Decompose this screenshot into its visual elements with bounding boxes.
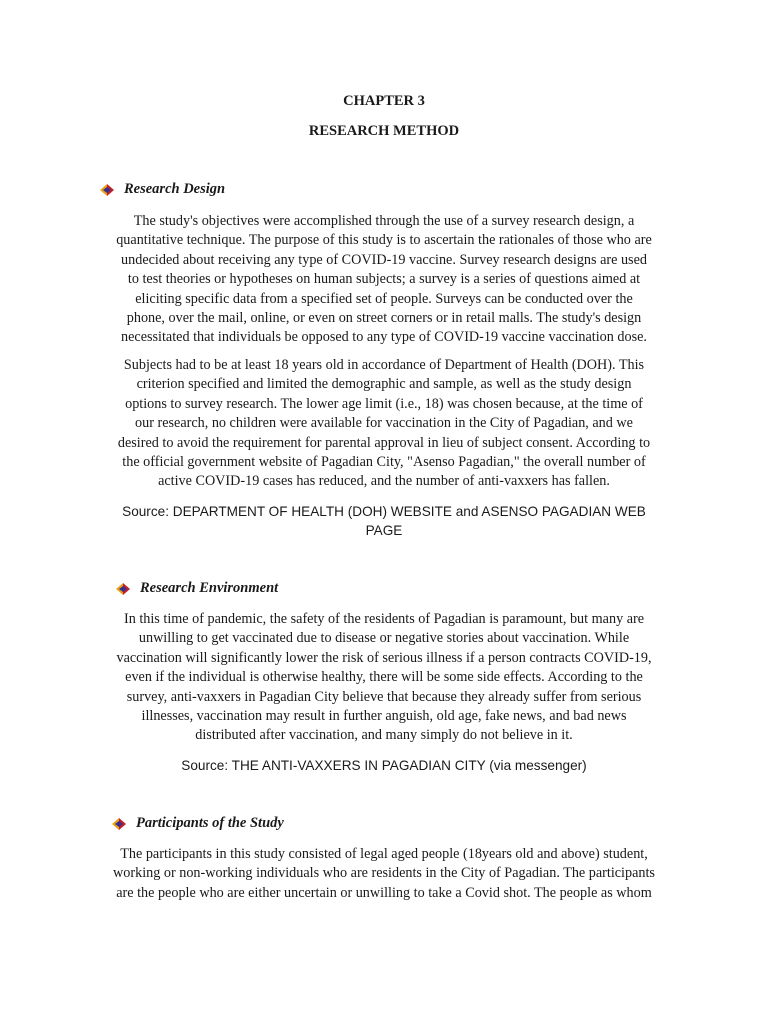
section-heading-text: Research Environment <box>140 580 279 596</box>
bullet-icon <box>116 583 130 595</box>
text-line: our research, no children were available for vaccination in the City of Pagadian, and we <box>135 415 633 432</box>
text-line: undecided about receiving any type of COVID-19 vaccine. Survey research designs are used <box>121 251 647 268</box>
section-heading-research-environment <box>116 580 278 597</box>
paragraph <box>96 845 672 903</box>
text-line: are the people who are either uncertain or unwilling to take a Covid shot. The people as whom <box>116 884 652 901</box>
text-line: desired to avoid the requirement for parental approval in lieu of subject consent. According to <box>117 434 651 451</box>
bullet-icon <box>100 184 114 196</box>
text-line: In this time of pandemic, the safety of the residents of Pagadian is paramount, but many are <box>123 611 645 627</box>
text-line: options to survey research. The lower age limit (i.e., 18) was chosen because, at the time of <box>125 395 643 412</box>
text-line: The study's objectives were accomplished through the use of a survey research design, a <box>133 213 635 229</box>
text-line: working or non-working individuals who are residents in the City of Pagadian. The participants <box>113 865 655 882</box>
text-line: necessitated that individuals be opposed to any type of COVID-19 vaccine vaccination dose. <box>121 329 647 346</box>
text-line: to test theories or hypotheses on human subjects; a survey is a series of questions aimed at <box>127 271 641 288</box>
text-line: even if the individual is otherwise healthy, there will be some side effects. According to the <box>125 669 643 686</box>
source-citation <box>96 502 672 541</box>
text-line: illnesses, vaccination may result in further anguish, old age, fake news, and bad news <box>141 708 627 725</box>
section-heading-text: Research Design <box>124 181 226 197</box>
text-line: vaccination will significantly lower the risk of serious illness if a person contracts COVID-19, <box>116 649 652 666</box>
text-line: Subjects had to be at least 18 years old in accordance of Department of Health (DOH). This <box>123 357 645 373</box>
text-line: Source: THE ANTI-VAXXERS IN PAGADIAN CITY (via messenger) <box>181 758 587 773</box>
text-line: active COVID-19 cases has reduced, and the number of anti-vaxxers has fallen. <box>158 473 610 490</box>
text-line: unwilling to get vaccinated due to disease or negative stories about vaccination. While <box>138 630 630 647</box>
source-citation <box>96 756 672 775</box>
text-line: phone, over the mail, online, or even on street corners or in retail malls. The study's design <box>126 310 642 327</box>
text-line: criterion specified and limited the demographic and sample, as well as the study design <box>136 376 632 393</box>
bullet-icon <box>112 818 126 830</box>
text-line: quantitative technique. The purpose of this study is to ascertain the rationales of those who are <box>116 232 652 249</box>
paragraph <box>96 610 672 746</box>
text-line: distributed after vaccination, and many simply do not believe in it. <box>195 727 573 744</box>
chapter-label: CHAPTER 3 <box>343 93 425 109</box>
text-line: the official government website of Pagadian City, "Asenso Pagadian," the overall number of <box>122 454 646 471</box>
section-heading-participants <box>112 815 284 832</box>
paragraph <box>96 356 672 492</box>
paragraph <box>96 212 672 348</box>
section-heading-research-design <box>100 181 225 198</box>
section-heading-text: Participants of the Study <box>136 815 284 831</box>
chapter-title: RESEARCH METHOD <box>308 123 460 139</box>
text-line: survey, anti-vaxxers in Pagadian City believe that because they already suffer from serious <box>126 688 642 705</box>
text-line: eliciting specific data from a specified set of people. Surveys can be conducted over the <box>135 290 633 307</box>
text-line: The participants in this study consisted of legal aged people (18years old and above) student, <box>120 846 648 862</box>
text-line: PAGE <box>365 523 403 539</box>
text-line: Source: DEPARTMENT OF HEALTH (DOH) WEBSITE and ASENSO PAGADIAN WEB <box>122 504 646 519</box>
